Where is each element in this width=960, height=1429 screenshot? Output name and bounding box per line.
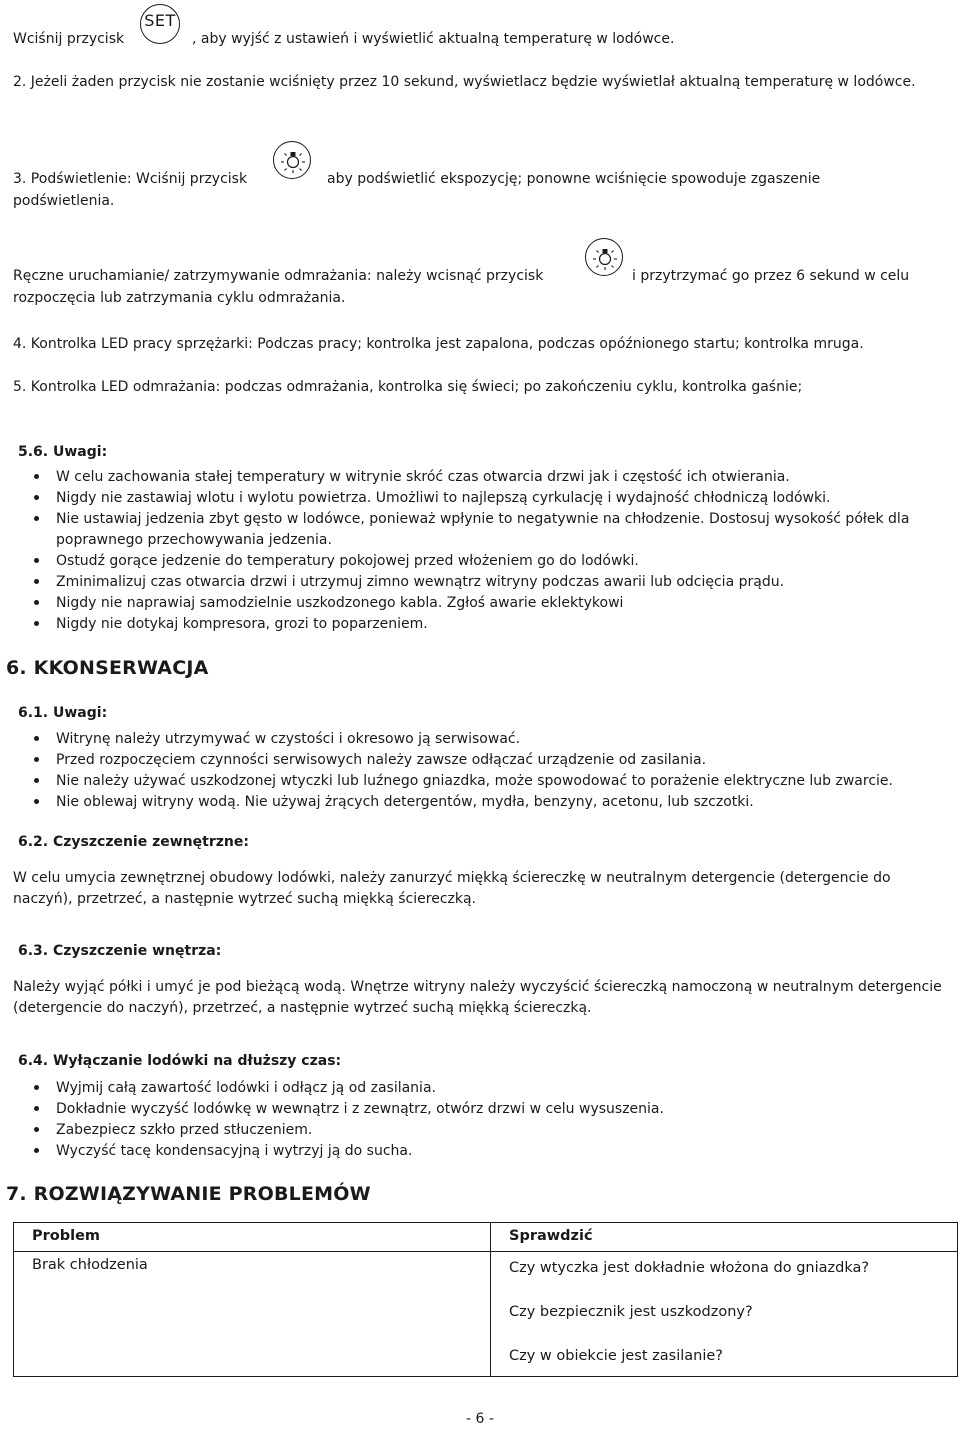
- section-6-4-list: [31, 1078, 956, 1162]
- section-6-3-text: Należy wyjąć półki i umyć je pod bieżącą wodą. Wnętrze witryny należy wyczyścić ściereczką namoczoną w neutralnym detergencie (detergencie do naczyń), przetrzeć, a następnie wytrzeć suchą miękką ściereczką.: [13, 979, 942, 1016]
- intro-after-text: , aby wyjść z ustawień i wyświetlić aktualną temperaturę w lodówce.: [192, 31, 675, 47]
- list-item: Przed rozpoczęciem czynności serwisowych należy zawsze odłączać urządzenie od zasilania.: [31, 750, 956, 771]
- list-item: Wyjmij całą zawartość lodówki i odłącz ją od zasilania.: [31, 1078, 956, 1099]
- section-6-heading: 6. KKONSERWACJA: [6, 657, 209, 679]
- section-6-1-list: [31, 729, 956, 813]
- list-item: Nie należy używać uszkodzonej wtyczki lub luźnego gniazdka, może spowodować to porażenie elektryczne lub zwarcie.: [31, 771, 956, 792]
- header-problem: Problem: [14, 1223, 491, 1252]
- section-6-2-title: 6.2. Czyszczenie zewnętrzne:: [18, 834, 249, 850]
- intro-press-text: Wciśnij przycisk: [13, 31, 125, 47]
- list-item: Nigdy nie naprawiaj samodzielnie uszkodzonego kabla. Zgłoś awarie eklektykowi: [31, 593, 956, 614]
- manual-defrost-line2: rozpoczęcia lub zatrzymania cyklu odmrażania.: [13, 290, 346, 306]
- list-item: W celu zachowania stałej temperatury w witrynie skróć czas otwarcia drzwi jak i częstość ich otwierania.: [31, 467, 956, 488]
- point-5: 5. Kontrolka LED odmrażania: podczas odmrażania, kontrolka się świeci; po zakończeniu cyklu, kontrolka gaśnie;: [13, 379, 803, 395]
- check-item: Czy bezpiecznik jest uszkodzony?: [509, 1304, 753, 1320]
- list-item: Ostudź gorące jedzenie do temperatury pokojowej przed włożeniem go do lodówki.: [31, 551, 956, 572]
- list-item: Wyczyść tacę kondensacyjną i wytrzyj ją do sucha.: [31, 1141, 956, 1162]
- table-header-row: [14, 1223, 958, 1252]
- cell-problem: Brak chłodzenia: [14, 1252, 491, 1377]
- cell-checks: [491, 1252, 958, 1377]
- check-item: Czy wtyczka jest dokładnie włożona do gniazdka?: [509, 1260, 870, 1276]
- table-row: [14, 1252, 958, 1377]
- list-item: Zminimalizuj czas otwarcia drzwi i utrzymuj zimno wewnątrz witryny podczas awarii lub odcięcia prądu.: [31, 572, 956, 593]
- check-item: Czy w obiekcie jest zasilanie?: [509, 1348, 723, 1364]
- section-5-6-title: 5.6. Uwagi:: [18, 444, 108, 460]
- point-3-after: aby podświetlić ekspozycję; ponowne wciśnięcie spowoduje zgaszenie: [327, 171, 821, 187]
- list-item: Zabezpiecz szkło przed stłuczeniem.: [31, 1120, 956, 1141]
- point-3-text: 3. Podświetlenie: Wciśnij przycisk: [13, 171, 248, 187]
- set-label: SET: [144, 11, 176, 30]
- manual-defrost-after: i przytrzymać go przez 6 sekund w celu: [632, 268, 910, 284]
- section-6-3-title: 6.3. Czyszczenie wnętrza:: [18, 943, 222, 959]
- list-item: Witrynę należy utrzymywać w czystości i okresowo ją serwisować.: [31, 729, 956, 750]
- section-7-heading: 7. ROZWIĄZYWANIE PROBLEMÓW: [6, 1183, 371, 1205]
- bulb-icon: [585, 238, 623, 276]
- manual-defrost-text: Ręczne uruchamianie/ zatrzymywanie odmrażania: należy wcisnąć przycisk: [13, 268, 544, 284]
- list-item: Nigdy nie zastawiaj wlotu i wylotu powietrza. Umożliwi to najlepszą cyrkulację i wydajność chłodniczą lodówki.: [31, 488, 956, 509]
- point-4: 4. Kontrolka LED pracy sprzężarki: Podczas pracy; kontrolka jest zapalona, podczas opóźnionego startu; kontrolka mruga.: [13, 336, 864, 352]
- set-button-icon: [140, 4, 180, 44]
- section-6-2-text: W celu umycia zewnętrznej obudowy lodówki, należy zanurzyć miękką ściereczkę w neutralnym detergencie (detergencie do naczyń), przetrzeć, a następnie wytrzeć suchą miękką ściereczką.: [13, 870, 891, 907]
- section-6-1-title: 6.1. Uwagi:: [18, 705, 108, 721]
- list-item: Dokładnie wyczyść lodówkę w wewnątrz i z zewnątrz, otwórz drzwi w celu wysuszenia.: [31, 1099, 956, 1120]
- page-number: - 6 -: [466, 1411, 494, 1427]
- list-item: Nie ustawiaj jedzenia zbyt gęsto w lodówce, ponieważ wpłynie to negatywnie na chłodzenie. Dostosuj wysokość półek dla poprawnego przechowywania jedzenia.: [31, 509, 956, 551]
- list-item: Nie oblewaj witryny wodą. Nie używaj żrących detergentów, mydła, benzyny, acetonu, lub szczotki.: [31, 792, 956, 813]
- header-check: Sprawdzić: [491, 1223, 958, 1252]
- list-item: Nigdy nie dotykaj kompresora, grozi to poparzeniem.: [31, 614, 956, 635]
- section-6-4-title: 6.4. Wyłączanie lodówki na dłuższy czas:: [18, 1053, 342, 1069]
- point-3-line2: podświetlenia.: [13, 193, 115, 209]
- troubleshooting-table: [13, 1222, 958, 1377]
- bulb-icon: [273, 141, 311, 179]
- section-5-6-list: [31, 467, 956, 635]
- point-2: 2. Jeżeli żaden przycisk nie zostanie wciśnięty przez 10 sekund, wyświetlacz będzie wyświetlał aktualną temperaturę w lodówce.: [13, 74, 916, 90]
